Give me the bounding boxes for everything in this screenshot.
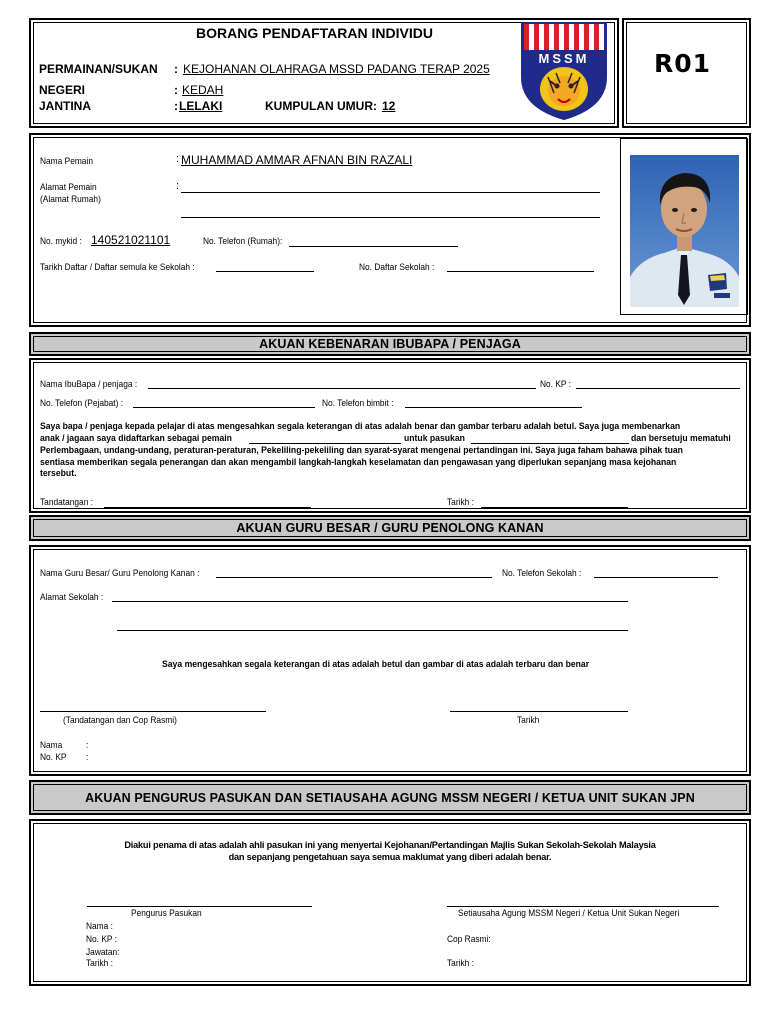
nama-guru-line[interactable] [216,577,492,578]
guru-tarikh-line[interactable] [450,711,628,712]
ibubapa-title: AKUAN KEBENARAN IBUBAPA / PENJAGA [259,337,521,351]
tel-bimbit-label: No. Telefon bimbit : [322,398,394,409]
mykid-value[interactable]: 140521021101 [91,233,171,247]
tel-pejabat-line[interactable] [133,407,315,408]
guru-title: AKUAN GURU BESAR / GURU PENOLONG KANAN [236,521,544,535]
guru-kp-colon: : [86,752,89,763]
alamat-sekolah-label: Alamat Sekolah : [40,592,104,603]
player-photo-image [630,155,739,307]
nama-pemain-value[interactable]: MUHAMMAD AMMAR AFNAN BIN RAZALI [181,153,413,167]
player-photo[interactable] [630,155,739,307]
alamat-colon: : [176,180,180,192]
pemain-sebagai-line[interactable] [249,443,401,444]
pengurus-nama-label: Nama : [86,921,113,932]
declaration-line-3: Perlembagaan, undang-undang, peraturan-peraturan, Pekeliling-pekeliling dan syarat-syarat mengenai pertandingan ini. Saya juga faham bahawa pihak tuan [40,445,683,456]
guru-kp-label: No. KP [40,752,67,763]
setiausaha-label: Setiausaha Agung MSSM Negeri / Ketua Unit Sukan Negeri [458,908,680,919]
mssm-logo [520,21,608,121]
alamat-line-2[interactable] [181,217,600,218]
kumpulan-label: KUMPULAN UMUR: [265,99,377,113]
pasukan-line[interactable] [471,443,629,444]
pengurus-label: Pengurus Pasukan [131,908,202,919]
pengurus-jawatan-label: Jawatan: [86,947,120,958]
form-title: BORANG PENDAFTARAN INDIVIDU [196,25,433,41]
pengurus-statement [29,840,751,863]
nama-ibubapa-label: Nama IbuBapa / penjaga : [40,379,138,390]
guru-nama-label: Nama [40,740,63,751]
setiausaha-tarikh-label: Tarikh : [447,958,474,969]
tel-pejabat-label: No. Telefon (Pejabat) : [40,398,124,409]
tandatangan-ibubapa-line[interactable] [104,507,311,508]
permainan-label: PERMAINAN/SUKAN [39,62,158,76]
guru-statement [162,659,637,671]
permainan-colon: : [174,62,178,76]
mykid-label: No. mykid : [40,236,82,247]
pengurus-kp-label: No. KP : [86,934,117,945]
pengurus-title-bar [29,780,751,815]
nama-pemain-label: Nama Pemain [40,156,93,167]
ibubapa-title-bar [29,332,751,356]
tel-bimbit-line[interactable] [405,407,582,408]
kp-ibubapa-label: No. KP : [540,379,571,390]
pengurus-tarikh-label: Tarikh : [86,958,113,969]
pengurus-sign-line[interactable] [87,906,312,907]
negeri-colon: : [174,83,178,97]
guru-tandatangan-label: (Tandatangan dan Cop Rasmi) [63,715,177,726]
declaration-line-2a: anak / jagaan saya didaftarkan sebagai pemain [40,433,232,444]
permainan-value[interactable]: KEJOHANAN OLAHRAGA MSSD PADANG TERAP 2025 [183,62,490,76]
ibubapa-title-inner [33,336,747,352]
declaration-line-1: Saya bapa / penjaga kepada pelajar di atas mengesahkan segala keterangan di atas adalah benar dan gambar terbaru adalah betul. Saya juga membenarkan [40,421,681,432]
alamat-pemain-label: Alamat Pemain [40,182,97,193]
guru-title-bar [29,515,751,541]
mssm-shield-icon [520,21,608,121]
tarikh-ibubapa-line[interactable] [481,507,628,508]
declaration-line-2b: untuk pasukan [404,433,465,444]
kp-ibubapa-line[interactable] [576,388,740,389]
setiausaha-sign-line[interactable] [447,906,719,907]
guru-nama-colon: : [86,740,89,751]
logo-text: MSSM [538,51,590,66]
pengurus-statement-l2: dan sepanjang pengetahuan saya semua maklumat yang diberi adalah benar. [228,851,552,862]
no-daftar-line[interactable] [447,271,594,272]
pengurus-title-inner [33,784,747,811]
telefon-rumah-line[interactable] [289,246,458,247]
tandatangan-ibubapa-label: Tandatangan : [40,497,94,508]
alamat-sekolah-line-1[interactable] [112,601,628,602]
negeri-value[interactable]: KEDAH [182,83,224,97]
nama-pemain-colon: : [176,153,180,165]
guru-tandatangan-line[interactable] [40,711,266,712]
tarikh-daftar-label: Tarikh Daftar / Daftar semula ke Sekolah : [40,262,195,273]
pengurus-statement-l1: Diakui penama di atas adalah ahli pasukan ini yang menyertai Kejohanan/Pertandingan Majlis Sukan Sekolah-Sekolah Malaysia [124,840,656,850]
nama-guru-label: Nama Guru Besar/ Guru Penolong Kanan : [40,568,200,579]
guru-title-inner [33,519,747,537]
no-daftar-label: No. Daftar Sekolah : [359,262,435,273]
form-code: R01 [654,49,712,78]
guru-tarikh-label: Tarikh [517,715,540,726]
alamat-rumah-label: (Alamat Rumah) [40,194,101,205]
jantina-label: JANTINA [39,99,92,113]
telefon-rumah-label: No. Telefon (Rumah): [203,236,283,247]
alamat-line-1[interactable] [181,192,600,193]
guru-statement-text: Saya mengesahkan segala keterangan di atas adalah betul dan gambar di atas adalah terbaru dan benar [162,659,590,670]
jantina-value[interactable]: LELAKI [179,99,223,113]
tarikh-daftar-line[interactable] [216,271,314,272]
negeri-label: NEGERI [39,83,86,97]
ibubapa-declaration-rest [40,445,768,480]
tarikh-ibubapa-label: Tarikh : [447,497,474,508]
alamat-sekolah-line-2[interactable] [117,630,628,631]
declaration-line-4: sentiasa memberikan segala penerangan dan akan mengambil langkah-langkah keselamatan dan pengawasan yang diperlukan sepanjang masa kejohanan [40,456,677,468]
cop-rasmi-label: Cop Rasmi: [447,934,491,945]
tel-sekolah-line[interactable] [594,577,718,578]
declaration-line-5: tersebut. [40,468,77,480]
kumpulan-value[interactable]: 12 [382,99,396,113]
nama-ibubapa-line[interactable] [148,388,536,389]
declaration-line-2c: dan bersetuju mematuhi [631,433,731,444]
tel-sekolah-label: No. Telefon Sekolah : [502,568,582,579]
pengurus-title: AKUAN PENGURUS PASUKAN DAN SETIAUSAHA AGUNG MSSM NEGERI / KETUA UNIT SUKAN JPN [85,790,695,805]
ibubapa-declaration [40,421,768,433]
jantina-colon: : [174,99,178,113]
